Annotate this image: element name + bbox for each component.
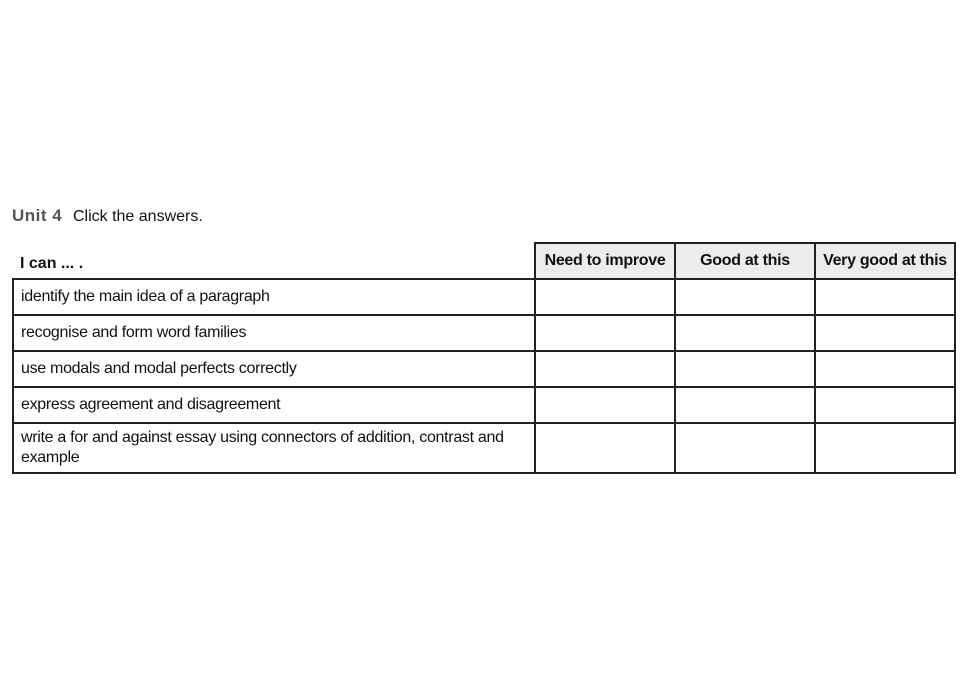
answer-cell-good-at-this[interactable] — [675, 351, 815, 387]
answer-cell-very-good-at-this[interactable] — [815, 387, 955, 423]
answer-cell-very-good-at-this[interactable] — [815, 423, 955, 473]
instruction-text: Click the answers. — [72, 208, 203, 225]
answer-cell-very-good-at-this[interactable] — [815, 279, 955, 315]
very-good-at-this-header: Very good at this — [815, 243, 955, 279]
answer-cell-need-to-improve[interactable] — [535, 423, 675, 473]
skill-label: express agreement and disagreement — [13, 387, 535, 423]
skill-label: recognise and form word families — [13, 315, 535, 351]
answer-cell-good-at-this[interactable] — [675, 279, 815, 315]
answer-cell-need-to-improve[interactable] — [535, 351, 675, 387]
skill-label: write a for and against essay using connectors of addition, contrast and example — [13, 423, 535, 473]
table-row — [13, 423, 955, 473]
answer-cell-good-at-this[interactable] — [675, 423, 815, 473]
skill-label: identify the main idea of a paragraph — [13, 279, 535, 315]
table-row — [13, 315, 955, 351]
table-header-row — [13, 243, 955, 279]
table-row — [13, 351, 955, 387]
answer-cell-very-good-at-this[interactable] — [815, 315, 955, 351]
need-to-improve-header: Need to improve — [535, 243, 675, 279]
answer-cell-need-to-improve[interactable] — [535, 279, 675, 315]
good-at-this-header: Good at this — [675, 243, 815, 279]
instruction-line — [12, 206, 203, 227]
table-row — [13, 387, 955, 423]
answer-cell-need-to-improve[interactable] — [535, 387, 675, 423]
self-assessment-table — [12, 242, 956, 474]
i-can-header: I can ... . — [13, 243, 535, 279]
table-row — [13, 279, 955, 315]
skill-label: use modals and modal perfects correctly — [13, 351, 535, 387]
unit-label: Unit 4 — [12, 206, 63, 225]
answer-cell-good-at-this[interactable] — [675, 315, 815, 351]
answer-cell-need-to-improve[interactable] — [535, 315, 675, 351]
answer-cell-good-at-this[interactable] — [675, 387, 815, 423]
answer-cell-very-good-at-this[interactable] — [815, 351, 955, 387]
